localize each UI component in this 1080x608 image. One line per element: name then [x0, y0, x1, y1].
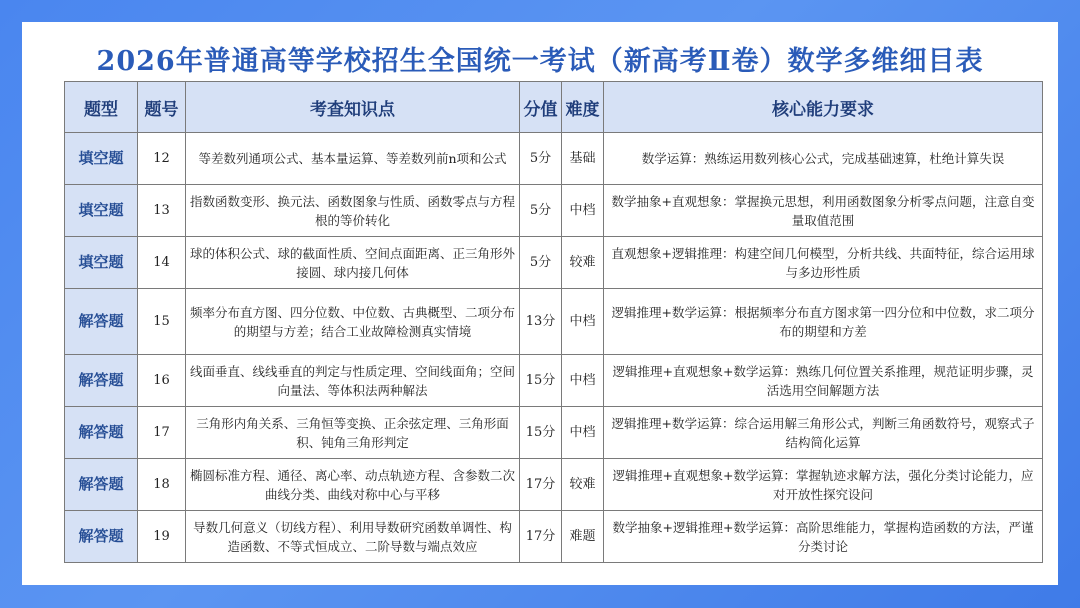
cell-ability: 逻辑推理+数学运算：综合运用解三角形公式，判断三角函数符号，观察式子结构简化运算: [604, 407, 1043, 459]
cell-type: 填空题: [65, 185, 138, 237]
cell-type: 填空题: [65, 133, 138, 185]
cell-knowledge: 三角形内角关系、三角恒等变换、正余弦定理、三角形面积、钝角三角形判定: [186, 407, 520, 459]
cell-num: 16: [138, 355, 186, 407]
cell-type: 解答题: [65, 459, 138, 511]
cell-type: 填空题: [65, 237, 138, 289]
cell-num: 14: [138, 237, 186, 289]
cell-ability: 数学运算：熟练运用数列核心公式，完成基础速算，杜绝计算失误: [604, 133, 1043, 185]
cell-ability: 直观想象+逻辑推理：构建空间几何模型，分析共线、共面特征，综合运用球与多边形性质: [604, 237, 1043, 289]
cell-type: 解答题: [65, 355, 138, 407]
table-row: [65, 237, 1043, 289]
cell-knowledge: 线面垂直、线线垂直的判定与性质定理、空间线面角；空间向量法、等体积法两种解法: [186, 355, 520, 407]
header-difficulty: 难度: [562, 82, 604, 133]
header-ability: 核心能力要求: [604, 82, 1043, 133]
header-num: 题号: [138, 82, 186, 133]
page-title: 2026年普通高等学校招生全国统一考试（新高考Ⅱ卷）数学多维细目表: [96, 46, 984, 77]
table-row: [65, 133, 1043, 185]
header-score: 分值: [520, 82, 562, 133]
cell-type: 解答题: [65, 511, 138, 563]
cell-score: 15分: [520, 407, 562, 459]
cell-type: 解答题: [65, 407, 138, 459]
cell-num: 12: [138, 133, 186, 185]
spec-table: [64, 81, 1043, 563]
table-row: [65, 185, 1043, 237]
cell-score: 17分: [520, 459, 562, 511]
cell-difficulty: 较难: [562, 237, 604, 289]
cell-score: 13分: [520, 289, 562, 355]
cell-score: 5分: [520, 237, 562, 289]
cell-difficulty: 中档: [562, 407, 604, 459]
cell-score: 5分: [520, 185, 562, 237]
cell-difficulty: 中档: [562, 185, 604, 237]
cell-num: 15: [138, 289, 186, 355]
cell-num: 18: [138, 459, 186, 511]
cell-knowledge: 指数函数变形、换元法、函数图象与性质、函数零点与方程根的等价转化: [186, 185, 520, 237]
table-row: [65, 289, 1043, 355]
cell-difficulty: 中档: [562, 289, 604, 355]
cell-ability: 数学抽象+逻辑推理+数学运算：高阶思维能力，掌握构造函数的方法，严谨分类讨论: [604, 511, 1043, 563]
cell-num: 17: [138, 407, 186, 459]
table-row: [65, 407, 1043, 459]
cell-knowledge: 频率分布直方图、四分位数、中位数、古典概型、二项分布的期望与方差；结合工业故障检测真实情境: [186, 289, 520, 355]
cell-ability: 逻辑推理+直观想象+数学运算：熟练几何位置关系推理，规范证明步骤，灵活选用空间解题方法: [604, 355, 1043, 407]
header-knowledge: 考查知识点: [186, 82, 520, 133]
table-row: [65, 355, 1043, 407]
cell-difficulty: 基础: [562, 133, 604, 185]
cell-score: 15分: [520, 355, 562, 407]
cell-knowledge: 球的体积公式、球的截面性质、空间点面距离、正三角形外接圆、球内接几何体: [186, 237, 520, 289]
cell-difficulty: 较难: [562, 459, 604, 511]
table-header-row: [65, 82, 1043, 133]
cell-score: 17分: [520, 511, 562, 563]
cell-knowledge: 等差数列通项公式、基本量运算、等差数列前n项和公式: [186, 133, 520, 185]
cell-num: 13: [138, 185, 186, 237]
cell-ability: 逻辑推理+数学运算：根据频率分布直方图求第一四分位和中位数，求二项分布的期望和方差: [604, 289, 1043, 355]
cell-difficulty: 难题: [562, 511, 604, 563]
table-row: [65, 511, 1043, 563]
table-row: [65, 459, 1043, 511]
cell-num: 19: [138, 511, 186, 563]
header-type: 题型: [65, 82, 138, 133]
cell-knowledge: 椭圆标准方程、通径、离心率、动点轨迹方程、含参数二次曲线分类、曲线对称中心与平移: [186, 459, 520, 511]
cell-score: 5分: [520, 133, 562, 185]
cell-ability: 逻辑推理+直观想象+数学运算：掌握轨迹求解方法，强化分类讨论能力，应对开放性探究设问: [604, 459, 1043, 511]
slide: [22, 22, 1058, 585]
cell-difficulty: 中档: [562, 355, 604, 407]
cell-type: 解答题: [65, 289, 138, 355]
cell-knowledge: 导数几何意义（切线方程）、利用导数研究函数单调性、构造函数、不等式恒成立、二阶导数与端点效应: [186, 511, 520, 563]
cell-ability: 数学抽象+直观想象：掌握换元思想，利用函数图象分析零点问题，注意自变量取值范围: [604, 185, 1043, 237]
